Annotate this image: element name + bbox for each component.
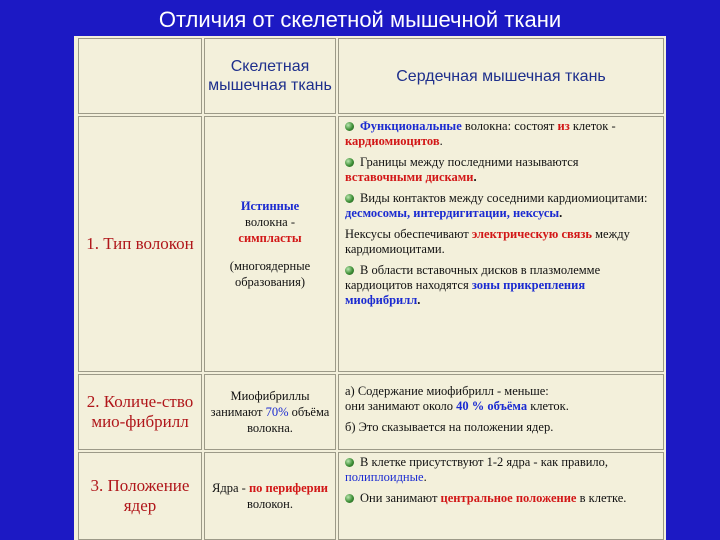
empty-corner-cell xyxy=(78,38,202,114)
comparison-table xyxy=(76,36,666,540)
row-label-nucleus-position: 3. Положение ядер xyxy=(78,452,202,540)
skeletal-myofibril-cell: Миофибриллы занимают 70% объёма волокна. xyxy=(204,374,336,450)
table-header-row xyxy=(78,38,664,114)
table-row-myofibril-amount xyxy=(78,374,664,450)
green-bullet-icon xyxy=(345,458,354,467)
bullet-intercalated-discs: Границы между последними называются вставочными дисками. xyxy=(345,155,579,184)
skeletal-nucleus-cell: Ядра - по периферии волокон. xyxy=(204,452,336,540)
bullet-contact-types: Виды контактов между соседними кардиомиоцитами: десмосомы, интердигитации, нексусы. xyxy=(345,191,648,220)
header-cardiac: Сердечная мышечная ткань xyxy=(338,38,664,114)
table-row-nucleus-position xyxy=(78,452,664,540)
multinuclear-note: (многоядерные образования) xyxy=(229,259,311,289)
nexus-text: Нексусы обеспечивают электрическую связь между кардиомиоцитами. xyxy=(345,227,630,256)
cardiac-fiber-type-cell xyxy=(338,116,664,372)
green-bullet-icon xyxy=(345,494,354,503)
symplasts-text: симпласты xyxy=(238,231,302,245)
green-bullet-icon xyxy=(345,266,354,275)
green-bullet-icon xyxy=(345,122,354,131)
bullet-nuclei-count: В клетке присутствуют 1-2 ядра - как правило, полиплоидные. xyxy=(345,455,609,484)
cardiac-nucleus-cell xyxy=(338,452,664,540)
true-fibers-text: Истинные xyxy=(240,199,300,213)
bullet-central-position: Они занимают центральное положение в клетке. xyxy=(345,491,657,506)
slide-title: Отличия от скелетной мышечной ткани xyxy=(158,7,562,32)
header-skeletal: Скелетная мышечная ткань xyxy=(204,38,336,114)
green-bullet-icon xyxy=(345,158,354,167)
table-row-fiber-type xyxy=(78,116,664,372)
comparison-sheet xyxy=(74,36,666,540)
bullet-attachment-zones: В области вставочных дисков в плазмолемме кардиоцитов находятся зоны прикрепления миофибрилл. xyxy=(345,263,601,307)
row-label-myofibril-amount: 2. Количе-ство мио-фибрилл xyxy=(78,374,202,450)
fibers-text: волокна - xyxy=(245,215,295,229)
cardiac-myofibril-cell: а) Содержание миофибрилл - меньше: они занимают около 40 % объёма клеток. б) Это сказывается на положении ядер. xyxy=(338,374,664,450)
skeletal-fiber-type-cell xyxy=(204,116,336,372)
row-label-fiber-type: 1. Тип волокон xyxy=(78,116,202,372)
bullet-functional-fibers: Функциональные волокна: состоят из клеток - кардиомиоцитов. xyxy=(345,119,616,148)
green-bullet-icon xyxy=(345,194,354,203)
